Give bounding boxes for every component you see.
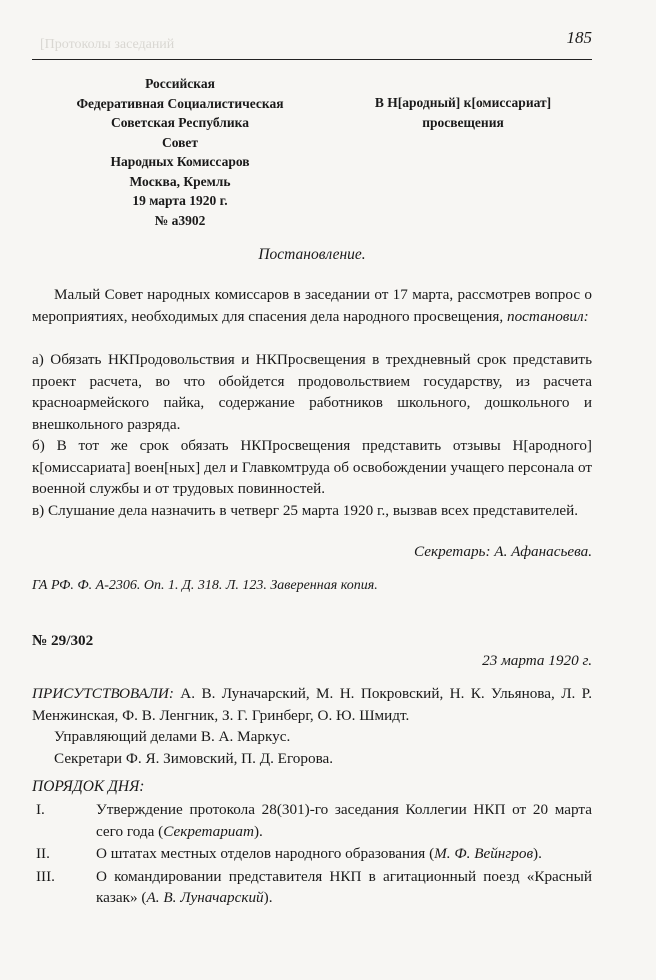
attendees-list bbox=[32, 683, 592, 726]
document-number: № 29/302 bbox=[32, 632, 94, 649]
agenda-title: ПОРЯДОК ДНЯ: bbox=[32, 778, 145, 795]
signature: Секретарь: А. Афанасьева. bbox=[413, 543, 592, 560]
secretaries: Секретари Ф. Я. Зимовский, П. Д. Егорова. bbox=[54, 749, 334, 767]
addressee bbox=[358, 93, 568, 132]
addressee-line: просвещения bbox=[422, 114, 504, 130]
letterhead-line: Народных Комиссаров bbox=[110, 154, 250, 169]
present-names: А. В. Луначарский, М. Н. Покровский, Н. К. Ульянова, Л. Р. Менжинская, Ф. В. Ленгник, З. Г. Гринберг, О. Ю. Шмидт. bbox=[32, 685, 593, 724]
document-title: Постановление. bbox=[258, 246, 366, 263]
resolution-item-a: а) Обязать НКПродовольствия и НКПросвещения в трехдневный срок представить проект расчета, во что обойдется продовольствием государству, из расчета красноармейского пайка, содержание работников школьного, дошкольного и внешкольного разряда. bbox=[32, 351, 592, 433]
letterhead-line: Советская Республика bbox=[111, 115, 249, 130]
resolution-item-c: в) Слушание дела назначить в четверг 25 марта 1920 г., вызвав всех представителей. bbox=[32, 501, 579, 519]
agenda-item-text: Утверждение протокола 28(301)-го заседания Коллегии НКП от 20 марта сего года (Секретариат). bbox=[96, 801, 592, 840]
letterhead-date: 19 марта 1920 г. bbox=[132, 193, 228, 208]
agenda-item-text: О командировании представителя НКП в агитационный поезд «Красный казак» (А. В. Луначарский). bbox=[96, 867, 592, 906]
agenda-item bbox=[32, 799, 592, 842]
agenda-speaker: А. В. Луначарский bbox=[146, 889, 264, 906]
page-number: 185 bbox=[566, 28, 592, 47]
agenda-item-number: II. bbox=[36, 845, 50, 862]
agenda-item bbox=[32, 843, 592, 865]
present-label: ПРИСУТСТВОВАЛИ: bbox=[32, 685, 174, 702]
letterhead-line: Москва, Кремль bbox=[129, 173, 231, 189]
letterhead-line: Российская bbox=[145, 76, 215, 91]
header-rule bbox=[32, 59, 592, 60]
resolution-item-b: б) В тот же срок обязать НКПросвещения представить отзывы Н[ародного] к[омиссариата] воен[ных] дел и Главкомтруда об освобождении учащего персонала от военной службы и от трудовых повинностей. bbox=[32, 437, 592, 497]
running-header-faint: [Протоколы заседаний bbox=[40, 37, 175, 52]
letterhead bbox=[70, 74, 290, 230]
letterhead-line: Федеративная Социалистическая bbox=[76, 95, 284, 111]
manager: Управляющий делами В. А. Маркус. bbox=[54, 728, 291, 745]
document-date: 23 марта 1920 г. bbox=[482, 652, 592, 669]
archive-reference: ГА РФ. Ф. А-2306. Оп. 1. Д. 318. Л. 123. Заверенная копия. bbox=[32, 578, 378, 593]
agenda-speaker: Секретариат bbox=[163, 822, 254, 840]
letterhead-line: Совет bbox=[161, 134, 199, 150]
agenda-item-number: III. bbox=[36, 867, 55, 885]
resolution-intro bbox=[32, 284, 592, 327]
resolution-items bbox=[32, 349, 592, 521]
intro-verb: постановил: bbox=[506, 307, 589, 325]
agenda-item-text: О штатах местных отделов народного образования (М. Ф. Вейнгров). bbox=[96, 845, 542, 862]
agenda bbox=[32, 799, 592, 909]
attendees bbox=[32, 683, 592, 769]
letterhead-number: № а3902 bbox=[154, 212, 206, 228]
agenda-item-number: I. bbox=[36, 801, 45, 818]
intro-text: Малый Совет народных комиссаров в заседании от 17 марта, рассмотрев вопрос о мероприятиях, необходимых для спасения дела народного просвещения, bbox=[32, 286, 592, 325]
agenda-item bbox=[32, 866, 592, 909]
agenda-speaker: М. Ф. Вейнгров bbox=[434, 845, 534, 862]
addressee-line: В Н[ародный] к[омиссариат] bbox=[374, 95, 552, 110]
